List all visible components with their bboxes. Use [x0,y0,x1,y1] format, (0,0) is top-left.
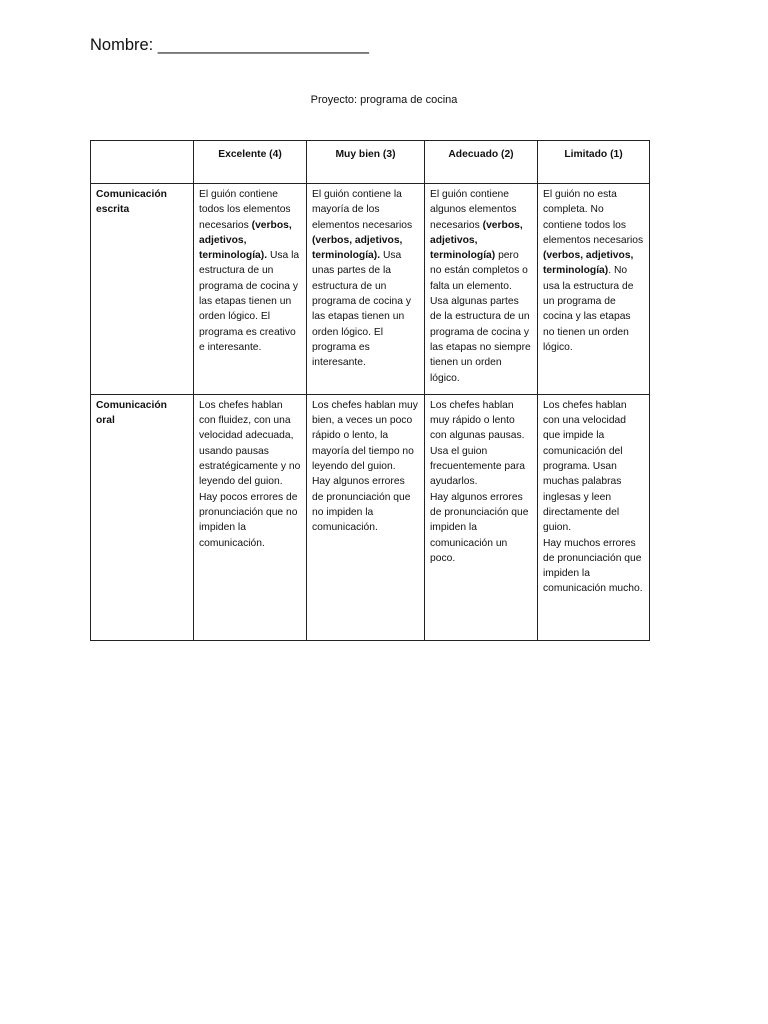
header-adecuado: Adecuado (2) [425,141,538,184]
cell-oral-adecuado: Los chefes hablan muy rápido o lento con algunas pausas. Usa el guion frecuentemente para ayudarlos. Hay algunos errores de pronunciación que impiden la comunicación un poco. [425,394,538,640]
bold-keywords: (verbos, adjetivos, terminología). [199,219,292,262]
cell-escrita-limitado: El guión no esta completa. No contiene todos los elementos necesarios (verbos, adjetivos, terminología). No usa la estructura de un programa de cocina y las etapas no tienen un orden lógico. [538,184,650,395]
row-label-escrita: Comunicación escrita [91,184,194,395]
cell-oral-limitado: Los chefes hablan con una velocidad que impide la comunicación del programa. Usan muchas palabras inglesas y leen directamente del guion. Hay muchos errores de pronunciación que impiden la comunicación mucho. [538,394,650,640]
rubric-row-comunicacion-oral [91,394,650,640]
cell-escrita-adecuado: El guión contiene algunos elementos necesarios (verbos, adjetivos, terminología) pero no están completos o falta un elemento. Usa algunas partes de la estructura de un programa de cocina y las etapas no siempre tienen un orden lógico. [425,184,538,395]
project-title: Proyecto: programa de cocina [310,94,458,106]
cell-oral-muy-bien: Los chefes hablan muy bien, a veces un poco rápido o lento, la mayoría del tiempo no leyendo del guion. Hay algunos errores de pronunciación que no impiden la comunicación. [307,394,425,640]
rubric-row-comunicacion-escrita [91,184,650,395]
bold-keywords: (verbos, adjetivos, terminología) [430,219,523,262]
cell-escrita-excelente: El guión contiene todos los elementos necesarios (verbos, adjetivos, terminología). Usa la estructura de un programa de cocina y las etapas tienen un orden lógico. El programa es creativo e interesante. [194,184,307,395]
rubric-header-row [91,141,650,184]
nombre-field-label: Nombre: _______________________ [90,36,369,54]
header-excelente: Excelente (4) [194,141,307,184]
bold-keywords: (verbos, adjetivos, terminología) [543,250,634,277]
rubric-table [90,140,650,641]
header-corner-cell [91,141,194,184]
bold-keywords: (verbos, adjetivos, terminología). [312,234,403,262]
row-label-oral: Comunicación oral [91,394,194,640]
header-muy-bien: Muy bien (3) [307,141,425,184]
cell-escrita-muy-bien: El guión contiene la mayoría de los elementos necesarios (verbos, adjetivos, terminología). Usa unas partes de la estructura de un programa de cocina y las etapas tienen un orden lógico. El programa es interesante. [307,184,425,395]
cell-oral-excelente: Los chefes hablan con fluidez, con una velocidad adecuada, usando pausas estratégicamente y no leyendo del guion. Hay pocos errores de pronunciación que no impiden la comunicación. [194,394,307,640]
header-limitado: Limitado (1) [538,141,650,184]
